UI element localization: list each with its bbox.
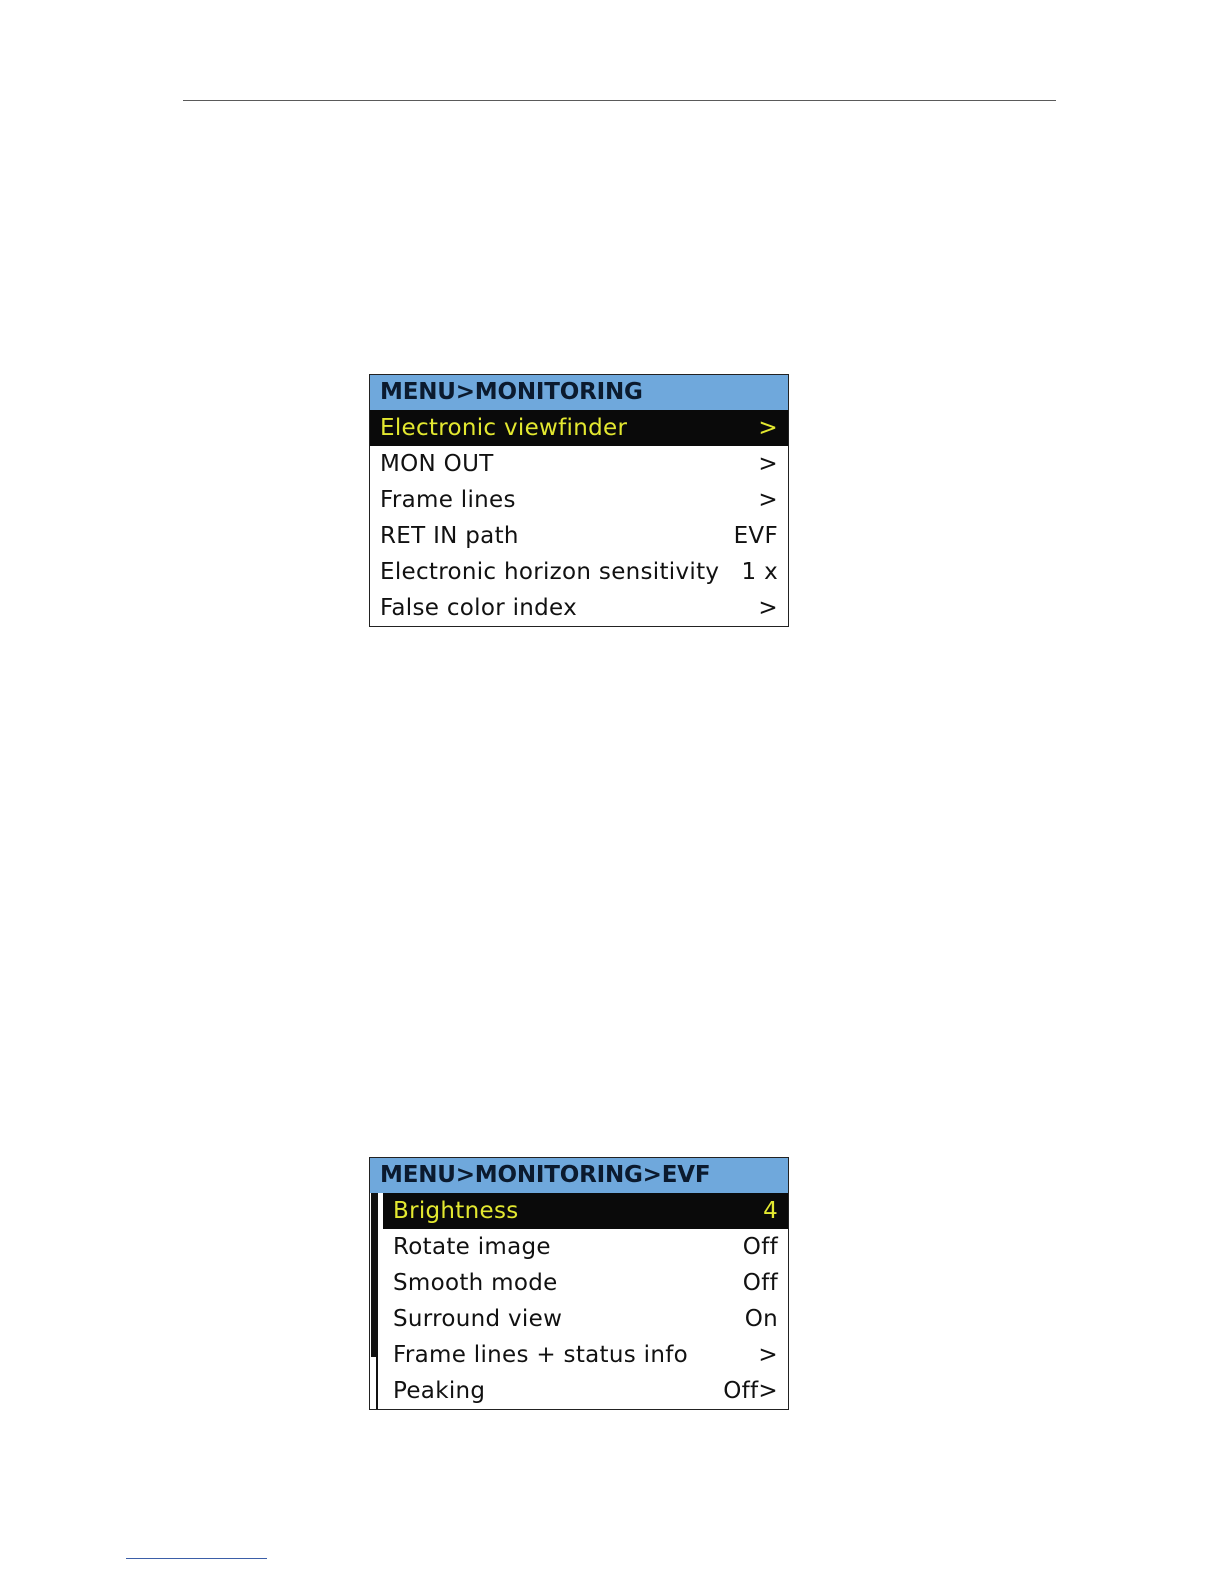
menu-item-value: 1 x (741, 559, 778, 585)
submenu-arrow-icon: > (758, 595, 778, 621)
submenu-arrow-icon: > (758, 451, 778, 477)
menu-item-label: RET IN path (380, 523, 519, 549)
menu-title: MENU>MONITORING (370, 375, 788, 410)
menu-item-label: Rotate image (393, 1234, 551, 1260)
menu-item-label: Frame lines (380, 487, 516, 513)
menu-item-label: False color index (380, 595, 578, 621)
menu-item-ret-in-path[interactable] (370, 518, 788, 554)
menu-item-electronic-viewfinder[interactable] (370, 410, 788, 446)
menu-item-false-color-index[interactable] (370, 590, 788, 626)
menu-item-label: MON OUT (380, 451, 494, 477)
menu-item-surround-view[interactable] (383, 1301, 788, 1337)
menu-item-value: Off (742, 1234, 778, 1260)
submenu-arrow-icon: > (758, 415, 778, 441)
menu-item-mon-out[interactable] (370, 446, 788, 482)
menu-item-label: Peaking (393, 1378, 486, 1404)
menu-item-frame-lines-status-info[interactable] (383, 1337, 788, 1373)
menu-item-label: Brightness (393, 1198, 519, 1224)
menu-item-brightness[interactable] (383, 1193, 788, 1229)
submenu-arrow-icon: > (758, 1342, 778, 1368)
monitoring-menu (369, 374, 789, 627)
menu-item-value: Off (742, 1270, 778, 1296)
menu-item-rotate-image[interactable] (383, 1229, 788, 1265)
menu-item-label: Electronic viewfinder (380, 415, 628, 441)
menu-item-frame-lines[interactable] (370, 482, 788, 518)
menu-list (370, 410, 788, 626)
menu-item-electronic-horizon-sensitivity[interactable] (370, 554, 788, 590)
menu-item-peaking[interactable] (383, 1373, 788, 1409)
menu-item-value: Off> (723, 1378, 778, 1404)
menu-list (370, 1193, 788, 1409)
page-header-rule (183, 100, 1056, 101)
scrollbar[interactable] (370, 1193, 380, 1409)
evf-menu (369, 1157, 789, 1410)
menu-item-label: Frame lines + status info (393, 1342, 688, 1368)
scrollbar-thumb[interactable] (371, 1193, 378, 1357)
menu-item-label: Smooth mode (393, 1270, 558, 1296)
menu-item-label: Surround view (393, 1306, 563, 1332)
menu-item-label: Electronic horizon sensitivity (380, 559, 720, 585)
menu-title: MENU>MONITORING>EVF (370, 1158, 788, 1193)
menu-item-value: 4 (763, 1198, 778, 1224)
menu-item-smooth-mode[interactable] (383, 1265, 788, 1301)
menu-item-value: On (744, 1306, 778, 1332)
footnote-rule (126, 1558, 267, 1559)
menu-item-value: EVF (733, 523, 778, 549)
submenu-arrow-icon: > (758, 487, 778, 513)
